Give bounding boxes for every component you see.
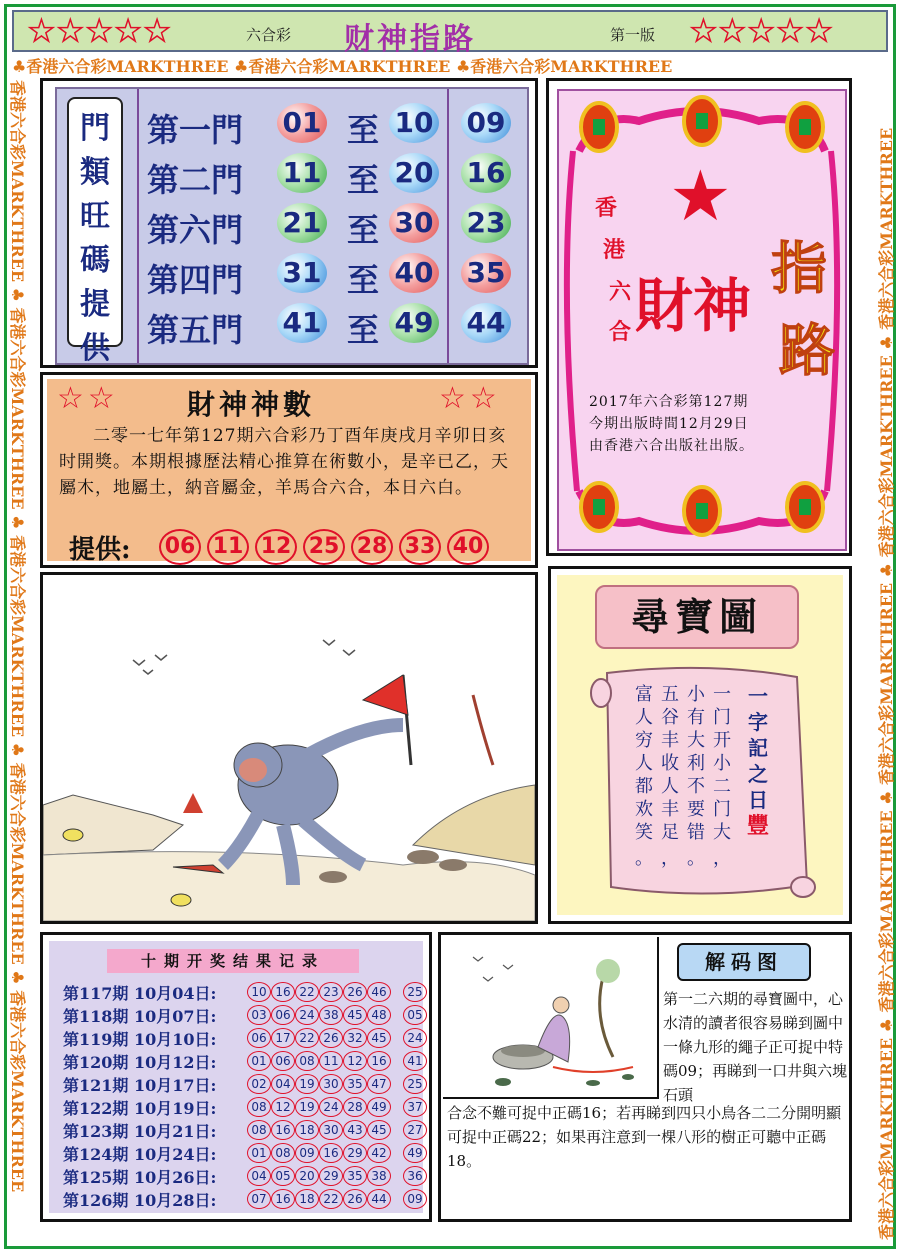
- record-number: 19: [295, 1097, 319, 1117]
- decode-text-top: 第一二六期的尋寶圖中，心水清的讀者很容易睇到圖中一條九形的繩子正可捉中特碼09；再睇到一口井與六塊石頭: [663, 990, 848, 1104]
- clover-icon: ♣: [455, 57, 471, 76]
- pick-number: 06: [159, 529, 201, 565]
- treasure-title: 尋寶圖: [595, 585, 799, 649]
- wealth-title: 財神神數: [187, 388, 316, 421]
- poem-punct: 。: [635, 848, 653, 869]
- record-number: 24: [319, 1097, 343, 1117]
- door-to-ball: 20: [389, 153, 439, 193]
- record-label: 第121期 10月17日:: [63, 1076, 217, 1095]
- door-to-ball: 40: [389, 253, 439, 293]
- record-number: 35: [343, 1074, 367, 1094]
- scholar-illustration: [443, 937, 655, 1095]
- poster-title-char: 指: [771, 236, 827, 302]
- marquee-text: 香港六合彩MARKTHREE: [8, 535, 27, 738]
- marquee-text: 香港六合彩MARKTHREE: [877, 582, 896, 785]
- wealth-numbers-panel: [40, 372, 538, 568]
- side-char: 門: [80, 111, 110, 146]
- marquee-text: 香港六合彩MARKTHREE: [248, 57, 451, 76]
- poster-info-line: 今期出版時間12月29日: [589, 416, 749, 432]
- record-label: 第119期 10月10日:: [63, 1030, 217, 1049]
- marquee-right: 香港六合彩MARKTHREE ♣ 香港六合彩MARKTHREE ♣ 香港六合彩MARKTHREE ♣ 香港六合彩MARKTHREE ♣ 香港六合彩MARKTHREE: [877, 127, 896, 1240]
- marquee-text: 香港六合彩MARKTHREE: [8, 80, 27, 283]
- poster-title: 財神: [635, 272, 752, 340]
- door-name: 第一門: [147, 111, 244, 149]
- record-number: 06: [271, 1005, 295, 1025]
- record-number: 12: [343, 1051, 367, 1071]
- record-number: 44: [367, 1189, 391, 1209]
- poster-inner: [557, 89, 847, 551]
- record-special-number: 24: [403, 1028, 427, 1048]
- record-number: 35: [343, 1166, 367, 1186]
- marquee-text: 香港六合彩MARKTHREE: [8, 990, 27, 1193]
- records-title: 十期开奖结果记录: [107, 949, 359, 973]
- pick-number: 40: [447, 529, 489, 565]
- poem-scroll: [587, 665, 817, 905]
- marquee-text: 香港六合彩MARKTHREE: [877, 355, 896, 558]
- record-number: 08: [247, 1120, 271, 1140]
- record-special-number: 09: [403, 1189, 427, 1209]
- record-number: 28: [343, 1097, 367, 1117]
- poster-v-char: 合: [609, 319, 632, 345]
- poem-column: 一门开小二门大: [713, 684, 731, 843]
- marquee-text: 香港六合彩MARKTHREE: [877, 127, 896, 330]
- record-label: 第120期 10月12日:: [63, 1053, 217, 1072]
- record-number: 26: [343, 982, 367, 1002]
- record-label: 第122期 10月19日:: [63, 1099, 217, 1118]
- record-number: 17: [271, 1028, 295, 1048]
- record-label: 第124期 10月24日:: [63, 1145, 217, 1164]
- record-number: 20: [295, 1166, 319, 1186]
- record-number: 47: [367, 1074, 391, 1094]
- marquee-text: 香港六合彩MARKTHREE: [8, 307, 27, 510]
- record-label: 第118期 10月07日:: [63, 1007, 217, 1026]
- record-special-number: 37: [403, 1097, 427, 1117]
- record-number: 22: [295, 982, 319, 1002]
- side-char: 類: [80, 155, 110, 190]
- stars-left: ☆☆: [57, 381, 119, 416]
- pick-number: 33: [399, 529, 441, 565]
- monkey-illustration: [43, 575, 535, 921]
- record-number: 22: [295, 1028, 319, 1048]
- record-number: 49: [367, 1097, 391, 1117]
- door-row: [143, 153, 523, 197]
- wealth-body: 二零一七年第127期六合彩乃丁酉年庚戌月辛卯日亥时開獎。本期根據歷法精心推算在術數小，是辛已乙，天屬木，地屬土，納音屬金，羊馬合六合，本日六白。: [59, 426, 509, 498]
- header-lottery-label: 六合彩: [246, 26, 292, 44]
- record-number: 01: [247, 1143, 271, 1163]
- record-number: 24: [295, 1005, 319, 1025]
- record-row: [63, 1004, 423, 1026]
- poem-heading: 一字記之日: [748, 684, 768, 812]
- record-number: 08: [271, 1143, 295, 1163]
- door-name: 第四門: [147, 261, 244, 299]
- door-from-ball: 01: [277, 103, 327, 143]
- poem-column: 富人穷人都欢笑: [635, 684, 653, 843]
- record-number: 48: [367, 1005, 391, 1025]
- door-pick-ball: 09: [461, 103, 511, 143]
- record-number: 09: [295, 1143, 319, 1163]
- door-row: [143, 203, 523, 247]
- record-number: 32: [343, 1028, 367, 1048]
- poem-punct: ，: [713, 848, 731, 869]
- record-special-number: 36: [403, 1166, 427, 1186]
- record-number: 01: [247, 1051, 271, 1071]
- record-number: 45: [367, 1120, 391, 1140]
- record-number: 12: [271, 1097, 295, 1117]
- treasure-illustration: [40, 572, 538, 924]
- record-row: [63, 1027, 423, 1049]
- record-number: 23: [319, 982, 343, 1002]
- door-to-word: 至: [347, 161, 380, 199]
- record-number: 43: [343, 1120, 367, 1140]
- door-pick-ball: 23: [461, 203, 511, 243]
- door-to-word: 至: [347, 261, 380, 299]
- poem-column: 五谷丰收人丰足: [661, 684, 679, 843]
- door-from-ball: 31: [277, 253, 327, 293]
- poster-v-char: 六: [609, 279, 632, 305]
- door-numbers-panel: [40, 78, 538, 368]
- door-from-ball: 21: [277, 203, 327, 243]
- record-number: 30: [319, 1074, 343, 1094]
- poster-info-line: 由香港六合出版社出版。: [589, 438, 754, 454]
- marquee-left: 香港六合彩MARKTHREE ♣ 香港六合彩MARKTHREE ♣ 香港六合彩MARKTHREE ♣ 香港六合彩MARKTHREE ♣ 香港六合彩MARKTHREE: [8, 80, 27, 1193]
- decode-panel: [438, 932, 852, 1222]
- record-number: 10: [247, 982, 271, 1002]
- door-name: 第二門: [147, 161, 244, 199]
- record-number: 08: [247, 1097, 271, 1117]
- poem-column: 小有大利不要错: [687, 684, 705, 843]
- record-number: 26: [319, 1028, 343, 1048]
- door-row: [143, 253, 523, 297]
- record-number: 04: [271, 1074, 295, 1094]
- record-row: [63, 1188, 423, 1210]
- record-label: 第126期 10月28日:: [63, 1191, 217, 1210]
- provide-label: 提供:: [69, 535, 131, 565]
- door-pick-ball: 16: [461, 153, 511, 193]
- door-pick-ball: 35: [461, 253, 511, 293]
- record-number: 06: [247, 1028, 271, 1048]
- record-number: 42: [367, 1143, 391, 1163]
- record-number: 26: [343, 1189, 367, 1209]
- header-bar: [12, 10, 888, 57]
- record-number: 06: [271, 1051, 295, 1071]
- door-to-ball: 10: [389, 103, 439, 143]
- marquee-text: 香港六合彩MARKTHREE: [26, 57, 229, 76]
- door-numbers-inner: [55, 87, 529, 365]
- record-number: 04: [247, 1166, 271, 1186]
- record-number: 16: [319, 1143, 343, 1163]
- record-number: 05: [271, 1166, 295, 1186]
- record-label: 第117期 10月04日:: [63, 984, 217, 1003]
- clover-icon: ♣: [12, 57, 27, 76]
- door-to-word: 至: [347, 211, 380, 249]
- door-to-ball: 49: [389, 303, 439, 343]
- header-stars-right: ★★★★★: [690, 14, 835, 49]
- record-label: 第123期 10月21日:: [63, 1122, 217, 1141]
- door-row: [143, 103, 523, 147]
- record-row: [63, 1050, 423, 1072]
- door-row: [143, 303, 523, 347]
- poster-v-char: 香: [595, 195, 618, 221]
- record-special-number: 25: [403, 1074, 427, 1094]
- record-number: 30: [319, 1120, 343, 1140]
- pick-number: 25: [303, 529, 345, 565]
- decode-text-bottom: 合念不難可捉中正碼16；若再睇到四只小鳥各二二分開明顯可捉中正碼22；如果再注意到一棵八形的樹正可聽中正碼18。: [447, 1104, 842, 1170]
- record-special-number: 05: [403, 1005, 427, 1025]
- record-number: 18: [295, 1189, 319, 1209]
- record-number: 11: [319, 1051, 343, 1071]
- side-char: 旺: [80, 199, 110, 234]
- record-number: 08: [295, 1051, 319, 1071]
- door-pick-ball: 44: [461, 303, 511, 343]
- record-number: 38: [319, 1005, 343, 1025]
- record-special-number: 27: [403, 1120, 427, 1140]
- side-char: 提: [80, 287, 110, 322]
- header-stars-left: ★★★★★: [28, 14, 173, 49]
- pick-number: 12: [255, 529, 297, 565]
- door-to-ball: 30: [389, 203, 439, 243]
- poem-punct: 。: [687, 848, 705, 869]
- record-number: 02: [247, 1074, 271, 1094]
- record-number: 38: [367, 1166, 391, 1186]
- record-row: [63, 1142, 423, 1164]
- record-row: [63, 981, 423, 1003]
- poem-answer: 豐: [746, 813, 769, 839]
- stars-right: ☆☆: [439, 381, 501, 416]
- record-special-number: 49: [403, 1143, 427, 1163]
- record-number: 22: [319, 1189, 343, 1209]
- record-number: 29: [343, 1143, 367, 1163]
- poster-panel: [546, 78, 852, 556]
- door-to-word: 至: [347, 111, 380, 149]
- header-title: 财神指路: [344, 22, 476, 57]
- poster-v-char: 港: [603, 237, 626, 263]
- star-icon: ★: [669, 155, 732, 237]
- wealth-inner: [47, 379, 531, 565]
- treasure-inner: [557, 575, 843, 915]
- record-number: 19: [295, 1074, 319, 1094]
- marquee-text: 香港六合彩MARKTHREE: [877, 810, 896, 1013]
- divider: [137, 89, 139, 363]
- draw-records-panel: [40, 932, 432, 1222]
- side-char: 供: [80, 331, 110, 366]
- door-from-ball: 41: [277, 303, 327, 343]
- record-number: 16: [271, 1120, 295, 1140]
- record-number: 16: [271, 1189, 295, 1209]
- record-label: 第125期 10月26日:: [63, 1168, 217, 1187]
- record-number: 16: [367, 1051, 391, 1071]
- record-number: 07: [247, 1189, 271, 1209]
- pick-number: 28: [351, 529, 393, 565]
- poster-info-line: 2017年六合彩第127期: [589, 394, 749, 410]
- clover-icon: ♣: [233, 57, 249, 76]
- door-side-label: [67, 97, 123, 366]
- marquee-text: 香港六合彩MARKTHREE: [877, 1037, 896, 1240]
- record-number: 29: [319, 1166, 343, 1186]
- header-edition: 第一版: [610, 26, 656, 44]
- poem-punct: ，: [661, 848, 679, 869]
- treasure-map-panel: [548, 566, 852, 924]
- record-special-number: 25: [403, 982, 427, 1002]
- side-char: 碼: [80, 243, 110, 278]
- record-row: [63, 1096, 423, 1118]
- records-inner: [49, 941, 423, 1213]
- door-to-word: 至: [347, 311, 380, 349]
- record-number: 45: [343, 1005, 367, 1025]
- marquee-top: [12, 54, 672, 77]
- record-special-number: 41: [403, 1051, 427, 1071]
- record-number: 45: [367, 1028, 391, 1048]
- decode-illustration: [443, 937, 659, 1099]
- marquee-text: 香港六合彩MARKTHREE: [470, 57, 673, 76]
- marquee-text: 香港六合彩MARKTHREE: [8, 762, 27, 965]
- door-name: 第六門: [147, 211, 244, 249]
- decode-title: 解码图: [677, 943, 811, 981]
- door-name: 第五門: [147, 311, 244, 349]
- poster-info: [589, 391, 754, 457]
- door-from-ball: 11: [277, 153, 327, 193]
- record-number: 46: [367, 982, 391, 1002]
- record-number: 16: [271, 982, 295, 1002]
- record-number: 18: [295, 1120, 319, 1140]
- record-number: 03: [247, 1005, 271, 1025]
- record-row: [63, 1073, 423, 1095]
- poster-title-char: 路: [779, 318, 835, 384]
- record-row: [63, 1165, 423, 1187]
- record-row: [63, 1119, 423, 1141]
- pick-number: 11: [207, 529, 249, 565]
